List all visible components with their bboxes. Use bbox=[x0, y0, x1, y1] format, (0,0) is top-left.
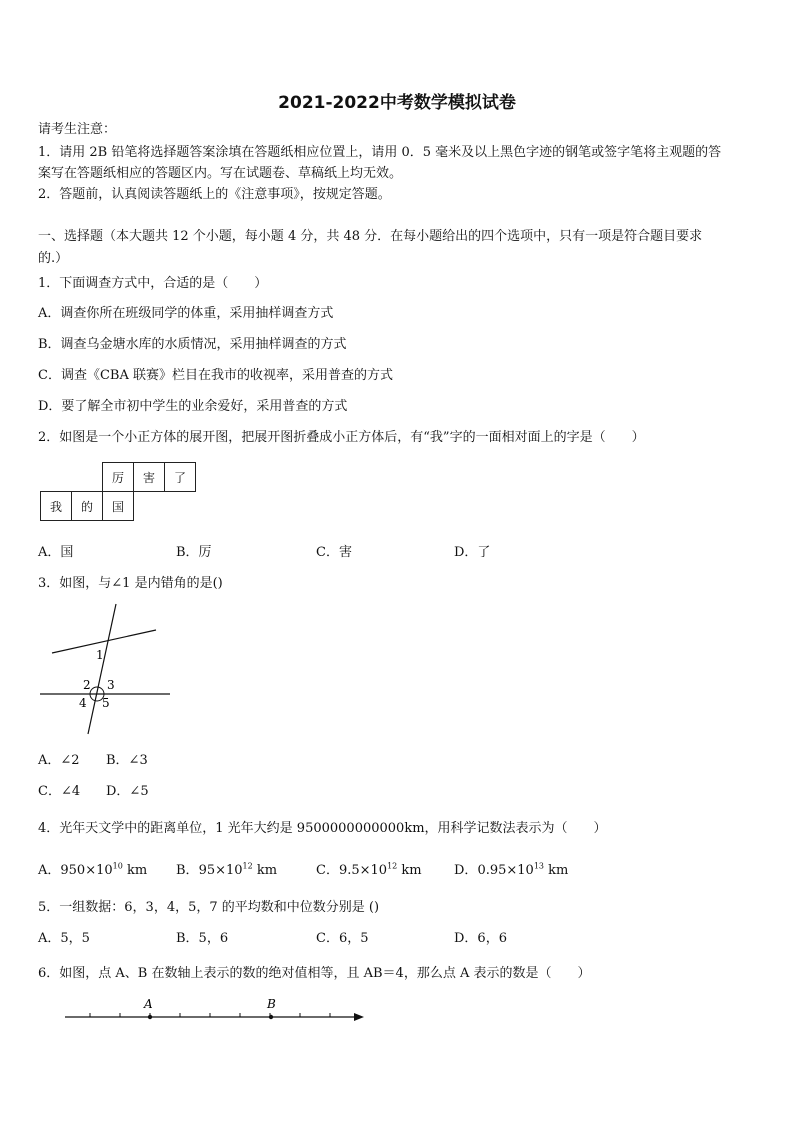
q6-stem: 6．如图，点 A、B 在数轴上表示的数的绝对值相等，且 AB＝4，那么点 A 表示的数是（ ） bbox=[38, 966, 591, 981]
q3-option-d: D．∠5 bbox=[106, 784, 149, 799]
number-line-figure bbox=[60, 995, 370, 1027]
q1-stem: 1．下面调查方式中，合适的是（ ） bbox=[38, 276, 268, 291]
number-line-arrow bbox=[354, 1013, 364, 1021]
section-heading-line-1: 一、选择题（本大题共 12 个小题，每小题 4 分，共 48 分．在每小题给出的四个选项中，只有一项是符合题目要求 bbox=[38, 229, 703, 244]
angle-label-2: 2 bbox=[83, 678, 91, 692]
notice-heading: 请考生注意： bbox=[38, 122, 117, 137]
q5-option-a: A．5，5 bbox=[38, 931, 90, 946]
net-cell-hai: 害 bbox=[134, 463, 165, 492]
angle-label-5: 5 bbox=[102, 696, 110, 710]
q1-option-b: B．调查乌金塘水库的水质情况，采用抽样调查的方式 bbox=[38, 337, 347, 352]
q5-option-b: B．5，6 bbox=[176, 931, 229, 946]
net-cell-le: 了 bbox=[165, 463, 196, 492]
notice-item-2: 2．答题前，认真阅读答题纸上的《注意事项》，按规定答题。 bbox=[38, 187, 391, 202]
angle-figure bbox=[30, 600, 180, 740]
q5-option-d: D．6，6 bbox=[454, 931, 507, 946]
q4-option-a: A．$950\times 10^{10}$ km bbox=[38, 861, 148, 878]
point-a-dot bbox=[148, 1015, 152, 1019]
point-b-dot bbox=[269, 1015, 273, 1019]
notice-item-1-line-2: 案写在答题纸相应的答题区内。写在试题卷、草稿纸上均无效。 bbox=[38, 166, 403, 181]
net-cell-li: 厉 bbox=[103, 463, 134, 492]
q2-stem: 2．如图是一个小正方体的展开图，把展开图折叠成小正方体后，有“我”字的一面相对面上的字是（ ） bbox=[38, 430, 645, 445]
q3-option-b: B．∠3 bbox=[106, 753, 148, 768]
angle-label-1: 1 bbox=[96, 648, 104, 662]
angle-label-3: 3 bbox=[107, 678, 115, 692]
point-b-label: B bbox=[267, 997, 276, 1011]
q3-option-a: A．∠2 bbox=[38, 753, 80, 768]
notice-item-1-line-1: 1．请用 2B 铅笔将选择题答案涂填在答题纸相应位置上，请用 0．5 毫米及以上黑色字迹的钢笔或签字笔将主观题的答 bbox=[38, 145, 722, 160]
net-cell-de: 的 bbox=[72, 492, 103, 521]
angle-label-4: 4 bbox=[79, 696, 87, 710]
q4-option-d: D．$0.95\times 10^{13}$ km bbox=[454, 861, 569, 878]
transversal-line bbox=[88, 604, 116, 734]
q3-stem: 3．如图，与∠1 是内错角的是() bbox=[38, 576, 223, 591]
upper-line bbox=[52, 630, 156, 653]
q4-option-c: C．$9.5\times 10^{12}$ km bbox=[316, 861, 422, 878]
q1-option-c: C．调查《CBA 联赛》栏目在我市的收视率，采用普查的方式 bbox=[38, 368, 393, 383]
q2-option-b: B．厉 bbox=[176, 545, 212, 560]
q5-option-c: C．6，5 bbox=[316, 931, 369, 946]
cube-net-figure bbox=[40, 462, 196, 521]
page-title: 2021-2022中考数学模拟试卷 bbox=[278, 93, 516, 113]
q2-option-c: C．害 bbox=[316, 545, 352, 560]
point-a-label: A bbox=[144, 997, 153, 1011]
q2-option-a: A．国 bbox=[38, 545, 74, 560]
q4-option-b: B．$95\times 10^{12}$ km bbox=[176, 861, 278, 878]
q3-option-c: C．∠4 bbox=[38, 784, 81, 799]
q1-option-d: D．要了解全市初中学生的业余爱好，采用普查的方式 bbox=[38, 399, 348, 414]
q2-option-d: D．了 bbox=[454, 545, 491, 560]
net-cell-guo: 国 bbox=[103, 492, 134, 521]
q4-stem: 4．光年天文学中的距离单位，1 光年大约是 9500000000000km，用科学记数法表示为（ ） bbox=[38, 821, 607, 836]
q5-stem: 5．一组数据：6，3，4，5，7 的平均数和中位数分别是 () bbox=[38, 900, 380, 915]
net-cell-wo: 我 bbox=[41, 492, 72, 521]
q1-option-a: A．调查你所在班级同学的体重，采用抽样调查方式 bbox=[38, 306, 334, 321]
section-heading-line-2: 的.） bbox=[38, 251, 69, 266]
